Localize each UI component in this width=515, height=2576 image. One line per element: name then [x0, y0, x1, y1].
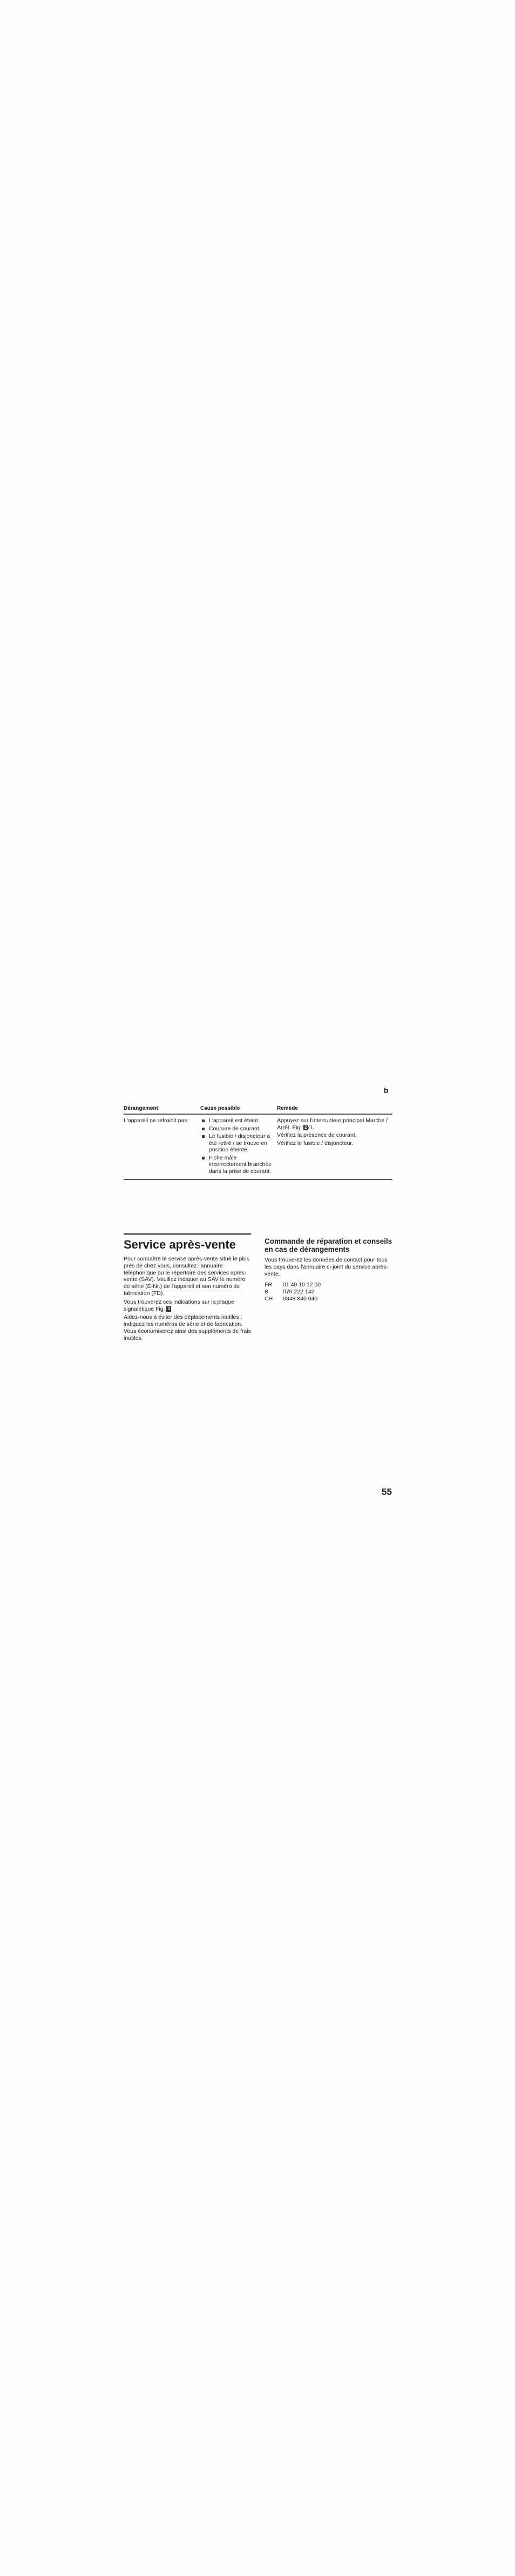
repair-section: [265, 1233, 393, 1303]
troubleshooting-table: [124, 1105, 392, 1180]
figure-reference: 2: [304, 1124, 307, 1130]
service-paragraph: [124, 1299, 251, 1313]
remedy-cell: [277, 1117, 392, 1176]
cause-cell: [200, 1117, 277, 1176]
header-fault: Dérangement: [124, 1105, 158, 1111]
phone-number: 0848 840 040: [283, 1295, 318, 1302]
figure-reference: 3: [167, 1306, 170, 1311]
cause-item: Coupure de courant.: [200, 1125, 274, 1132]
service-paragraph: Aidez-nous à éviter des déplacements inutiles : indiquez les numéros de série et de fabrication. Vous économiserez ainsi des suppléments de frais inutiles.: [124, 1314, 251, 1341]
cause-list: [200, 1117, 274, 1175]
phone-row: [265, 1296, 393, 1303]
country-code: FR: [265, 1282, 272, 1289]
phone-list: [265, 1282, 393, 1302]
header-cause: Cause possible: [200, 1105, 240, 1111]
page-marker: b: [384, 1086, 389, 1095]
fault-cell: L'appareil ne refroidit pas.: [124, 1117, 189, 1124]
service-paragraph: Pour connaître le service après-vente situé le plus près de chez vous, consultez l'annuaire téléphonique ou le répertoire des services après-vente (SAV). Veuillez indiquer au SAV le numéro de série (E-Nr.) de l'appareil et son numéro de fabrication (FD).: [124, 1256, 249, 1297]
remedy-line: [277, 1117, 392, 1131]
figure-suffix: /1.: [308, 1124, 315, 1131]
phone-row: [265, 1289, 393, 1296]
phone-row: [265, 1282, 393, 1289]
remedy-line: Vérifiez la présence de courant.: [277, 1132, 357, 1138]
service-title: Service après-vente: [124, 1238, 236, 1251]
service-text: Vous trouverez ces indications sur la plaque signalétique Fig.: [124, 1298, 234, 1312]
page-number: 55: [382, 1487, 392, 1497]
repair-title: Commande de réparation et conseils en cas de dérangements: [265, 1237, 392, 1253]
service-section: [124, 1233, 251, 1344]
remedy-line: Vérifiez le fusible / disjoncteur.: [277, 1139, 354, 1147]
country-code: B: [265, 1289, 269, 1296]
cause-item: L'appareil est éteint.: [200, 1117, 274, 1124]
cause-item: Le fusible / disjoncteur a été retiré / se trouve en position éteinte.: [200, 1133, 274, 1154]
table-row: [124, 1115, 392, 1180]
phone-number: 070 222 142: [283, 1289, 315, 1296]
country-code: CH: [265, 1295, 273, 1302]
cause-item: Fiche mâle incorrectement branchée dans la prise de courant.: [200, 1155, 274, 1175]
phone-number: 01 40 10 12 00: [283, 1282, 321, 1289]
header-remedy: Remède: [277, 1105, 298, 1111]
remedy-text: Appuyez sur l'interrupteur principal Marche / Arrêt. Fig.: [277, 1117, 388, 1131]
repair-paragraph: Vous trouverez les données de contact pour tous les pays dans l'annuaire ci-joint du service après-vente.: [265, 1257, 389, 1277]
table-header-row: [124, 1105, 392, 1115]
